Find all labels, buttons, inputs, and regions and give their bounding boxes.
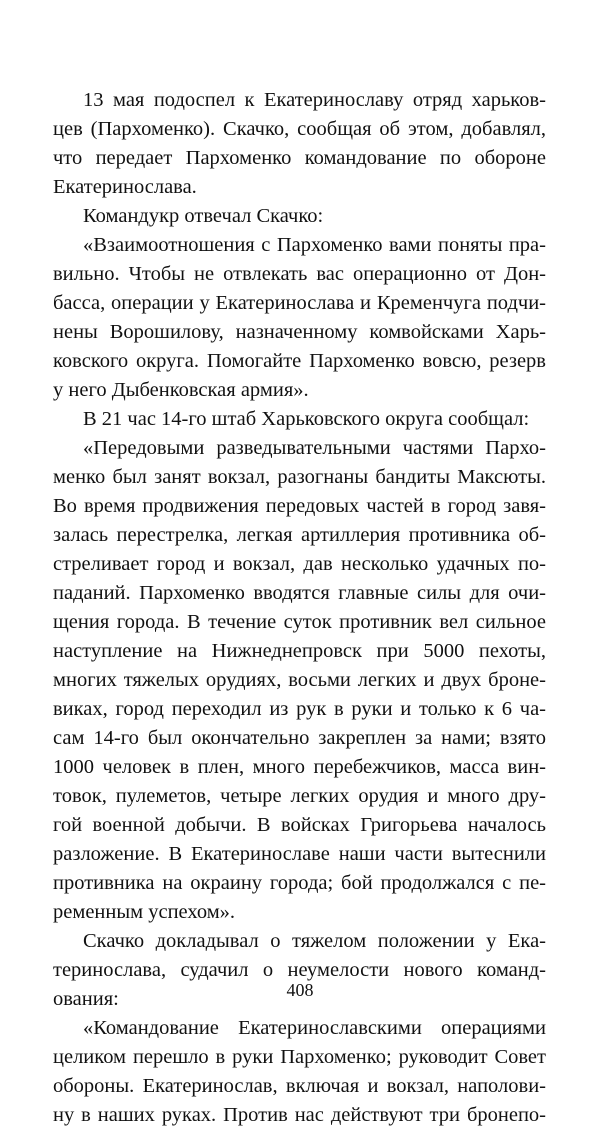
text-line: менко был занят вокзал, разогнаны бандиты Максюты. [53,466,546,488]
text-line: что передает Пархоменко командование по обороне [53,147,546,169]
text-line: ременным успехом». [53,901,236,923]
text-line: товок, пулеметов, четыре легких орудия и много дру- [53,785,546,807]
text-line: наступление на Нижнеднепровск при 5000 пехоты, [53,640,546,662]
text-line: обороны. Екатеринослав, включая и вокзал, наполови- [53,1075,546,1097]
text-line: многих тяжелых орудиях, восьми легких и двух броне- [53,669,546,691]
text-line: 13 мая подоспел к Екатеринославу отряд харьков- [83,89,546,111]
text-line: гой военной добычи. В войсках Григорьева началось [53,814,546,836]
text-line: Скачко докладывал о тяжелом положении у Ека- [83,930,546,952]
text-line: виках, город переходил из рук в руки и только к 6 ча- [53,698,546,720]
text-line: цев (Пархоменко). Скачко, сообщая об этом, добавлял, [53,118,546,140]
text-line: разложение. В Екатеринославе наши части вытеснили [53,843,546,865]
text-line: у него Дыбенковская армия». [53,379,309,401]
text-line: целиком перешло в руки Пархоменко; руководит Совет [53,1046,546,1068]
text-line: 1000 человек в плен, много перебежчиков, масса вин- [53,756,546,778]
text-line: басса, операции у Екатеринослава и Кременчуга подчи- [53,292,546,314]
text-line: щения города. В течение суток противник вел сильное [53,611,546,633]
text-line: вильно. Чтобы не отвлекать вас операционно от Дон- [53,263,546,285]
text-line: нены Ворошилову, назначенному комвойсками Харь- [53,321,546,343]
text-line: Командукр отвечал Скачко: [83,205,324,227]
text-line: В 21 час 14-го штаб Харьковского округа сообщал: [83,408,530,430]
text-line: «Взаимоотношения с Пархоменко вами поняты пра- [83,234,546,256]
text-line: теринослава, судачил о неумелости нового команд- [53,959,546,981]
text-line: Во время продвижения передовых частей в город завя- [53,495,546,517]
text-line: сам 14-го был окончательно закреплен за нами; взято [53,727,546,749]
page-number: 408 [286,980,314,1000]
text-line: залась перестрелка, легкая артиллерия противника об- [53,524,546,546]
text-line: «Передовыми разведывательными частями Пархо- [83,437,546,459]
text-line: ну в наших руках. Против нас действуют три бронепо- [53,1104,546,1126]
text-line: стреливает город и вокзал, дав несколько удачных по- [53,553,546,575]
text-line: ковского округа. Помогайте Пархоменко вовсю, резерв [53,350,546,372]
text-line: паданий. Пархоменко вводятся главные силы для очи- [53,582,546,604]
text-line: «Командование Екатеринославскими операциями [83,1017,546,1039]
text-line: ования: [53,988,119,1010]
text-line: противника на окраину города; бой продолжался с пе- [53,872,546,894]
text-line: Екатеринослава. [53,176,197,198]
